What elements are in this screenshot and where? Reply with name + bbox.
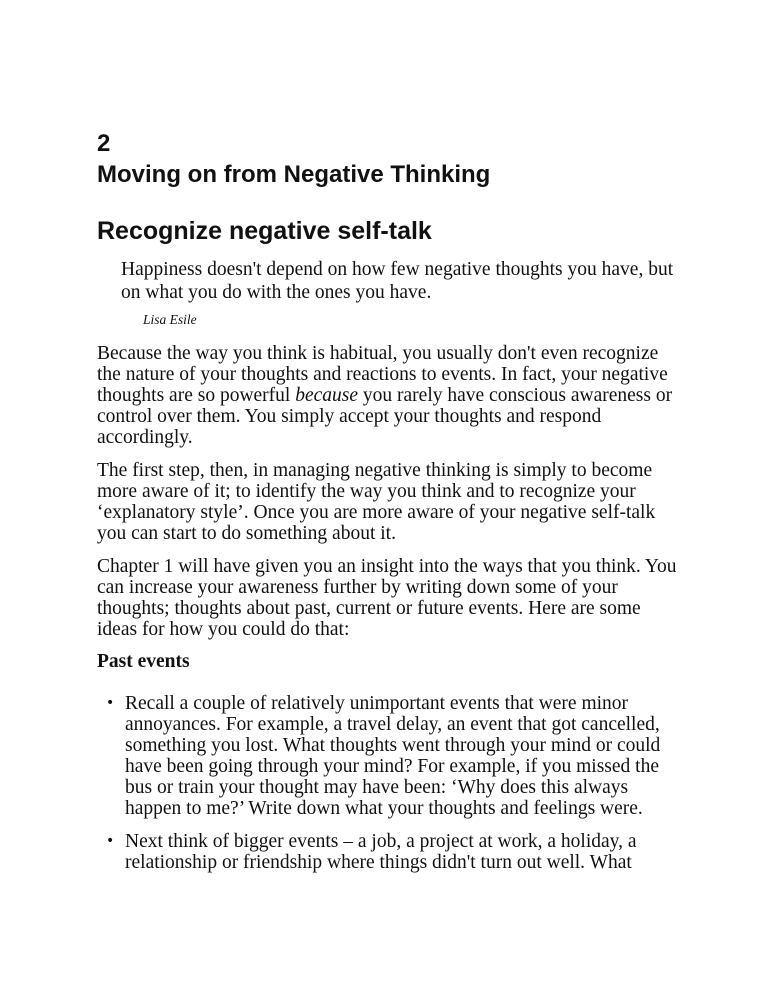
past-events-heading: Past events <box>97 651 190 672</box>
chapter-number: 2 <box>97 130 111 157</box>
epigraph-author: Lisa Esile <box>143 312 197 327</box>
chapter-title: Moving on from Negative Thinking <box>97 161 491 188</box>
bullet-icon: • <box>106 695 115 711</box>
paragraph-3: Chapter 1 will have given you an insight into the ways that you think. You can increase your awareness further by writing down some of your thoughts; thoughts about past, current or future events. Here are some ideas for how you could do that: <box>97 556 677 640</box>
past-events-list <box>97 693 677 873</box>
epigraph-quote: Happiness doesn't depend on how few negative thoughts you have, but on what you do with the ones you have. <box>121 259 674 303</box>
paragraph-1-start: Because the way you think is habitual, you usually don't even recognize the nature of your thoughts and reactions to events. In fact, your negative thoughts are so powerful <box>97 343 668 406</box>
list-item-text: Next think of bigger events – a job, a project at work, a holiday, a relationship or friendship where things didn't turn out well. What <box>125 831 637 873</box>
paragraph-2: The first step, then, in managing negative thinking is simply to become more aware of it; to identify the way you think and to recognize your ‘explanatory style’. Once you are more aware of your negative self-talk you can start to do something about it. <box>97 460 656 544</box>
list-item <box>97 693 677 819</box>
list-item <box>97 831 677 873</box>
list-item-text: Recall a couple of relatively unimportant events that were minor annoyances. For example, a travel delay, an event that got cancelled, something you lost. What thoughts went through your mind or could have been going through your mind? For example, if you missed the bus or train your thought may have been: ‘Why does this always happen to me?’ Write down what your thoughts and feelings were. <box>125 693 661 819</box>
chapter-heading <box>97 128 677 190</box>
page-content <box>97 128 677 885</box>
paragraph-1 <box>97 343 677 448</box>
paragraph-1-end: you rarely have conscious awareness or control over them. You simply accept your thoughts and respond accordingly. <box>97 385 673 448</box>
section-title: Recognize negative self-talk <box>97 217 432 245</box>
paragraph-1-emphasis: because <box>295 385 359 406</box>
bullet-icon: • <box>106 833 115 849</box>
